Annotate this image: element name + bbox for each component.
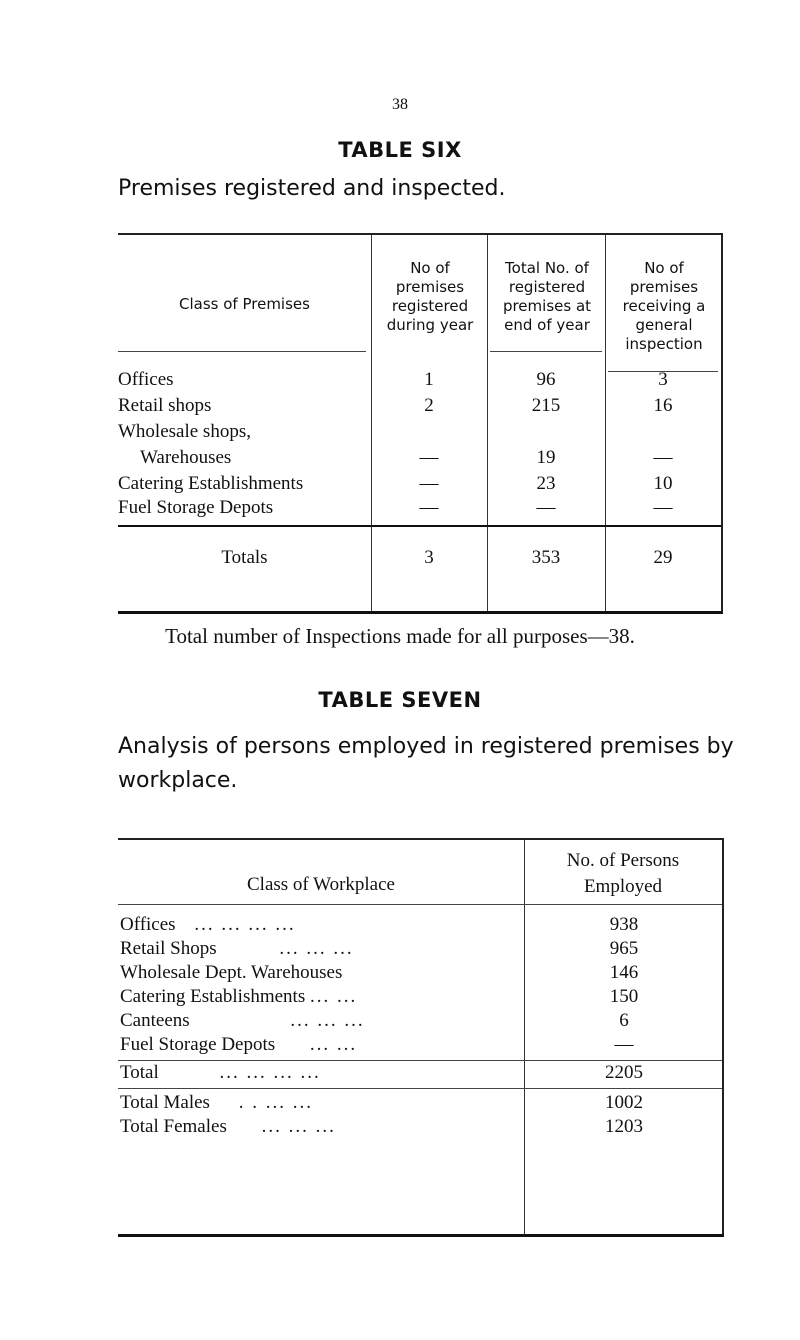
- table-row: [118, 962, 722, 986]
- page-number: 38: [392, 96, 408, 113]
- table-row: [118, 1034, 722, 1058]
- cell-during-year: —: [419, 447, 439, 468]
- table-six: [118, 233, 723, 614]
- cell-persons: —: [614, 1034, 634, 1055]
- cell-total: —: [536, 497, 556, 518]
- cell-persons: 146: [609, 962, 639, 983]
- leader-dots: ... ... ... ...: [194, 914, 296, 935]
- row-label: Offices: [120, 914, 176, 935]
- leader-dots: ... ... ...: [290, 1010, 365, 1031]
- table-row: [118, 914, 722, 938]
- row-label: Wholesale Dept. Warehouses: [120, 962, 343, 983]
- cell-persons: 6: [619, 1010, 629, 1031]
- header-general-inspection: No of premises receiving a general inspection: [622, 259, 706, 353]
- header-divider: [118, 904, 722, 905]
- table-row: [118, 1010, 722, 1034]
- males-label: Total Males: [120, 1092, 210, 1113]
- header-divider: [490, 351, 602, 352]
- cell-persons: 965: [609, 938, 639, 959]
- leader-dots: . . ... ...: [238, 1092, 313, 1113]
- row-label: Fuel Storage Depots: [120, 1034, 276, 1055]
- table-seven-caption: Analysis of persons employed in registered premises by workplace.: [118, 734, 734, 793]
- table-six-caption: Premises registered and inspected.: [118, 176, 506, 201]
- row-label: Retail Shops: [120, 938, 217, 959]
- cell-persons: 938: [609, 914, 639, 935]
- cell-total: 23: [536, 473, 556, 494]
- total-divider: [118, 1060, 722, 1061]
- header-registered-during-year: No of premises registered during year: [386, 259, 474, 334]
- cell-total: 19: [536, 447, 556, 468]
- row-label: Canteens: [120, 1010, 190, 1031]
- row-label: Wholesale shops,: [118, 421, 251, 442]
- table-seven-title: TABLE SEVEN: [318, 688, 482, 712]
- cell-inspected: 16: [653, 395, 673, 416]
- cell-inspected: —: [653, 447, 673, 468]
- header-persons-employed: No. of Persons Employed: [566, 850, 680, 897]
- table-row: [118, 986, 722, 1010]
- totals-inspected: 29: [653, 547, 673, 568]
- cell-during-year: 2: [424, 395, 434, 416]
- table-row: [118, 938, 722, 962]
- cell-persons: 150: [609, 986, 639, 1007]
- leader-dots: ... ... ... ...: [219, 1062, 321, 1083]
- totals-during-year: 3: [424, 547, 434, 568]
- cell-during-year: —: [419, 473, 439, 494]
- totals-total: 353: [531, 547, 561, 568]
- males-row: [118, 1092, 722, 1116]
- header-divider: [118, 351, 366, 352]
- total-persons: 2205: [605, 1062, 643, 1083]
- row-label: Fuel Storage Depots: [118, 497, 274, 518]
- cell-total: 96: [536, 369, 556, 390]
- leader-dots: ... ... ...: [279, 938, 354, 959]
- total-label: Total: [120, 1062, 159, 1083]
- leader-dots: ... ... ...: [261, 1116, 336, 1137]
- row-label: Offices: [118, 369, 174, 390]
- leader-dots: ... ...: [309, 986, 358, 1007]
- leader-dots: ... ...: [309, 1034, 358, 1055]
- header-class-of-premises: Class of Premises: [179, 295, 310, 313]
- cell-inspected: —: [653, 497, 673, 518]
- total-row: [118, 1062, 722, 1086]
- females-row: [118, 1116, 722, 1140]
- row-label: Catering Establishments: [120, 986, 306, 1007]
- header-total-registered: Total No. of registered premises at end of year: [502, 259, 592, 334]
- row-label: Warehouses: [140, 447, 232, 468]
- totals-divider: [118, 525, 721, 527]
- inspections-summary: Total number of Inspections made for all purposes—38.: [165, 624, 635, 648]
- total-divider: [118, 1088, 722, 1089]
- females-label: Total Females: [120, 1116, 227, 1137]
- cell-total: 215: [531, 395, 561, 416]
- table-seven: [118, 838, 724, 1237]
- cell-inspected: 10: [653, 473, 673, 494]
- males-persons: 1002: [605, 1092, 643, 1113]
- cell-during-year: —: [419, 497, 439, 518]
- cell-inspected: 3: [658, 369, 668, 390]
- cell-during-year: 1: [424, 369, 434, 390]
- row-label: Retail shops: [118, 395, 212, 416]
- totals-label: Totals: [221, 547, 268, 568]
- females-persons: 1203: [605, 1116, 643, 1137]
- header-class-of-workplace: Class of Workplace: [247, 874, 395, 895]
- table-six-title: TABLE SIX: [338, 138, 462, 162]
- row-label: Catering Establishments: [118, 473, 304, 494]
